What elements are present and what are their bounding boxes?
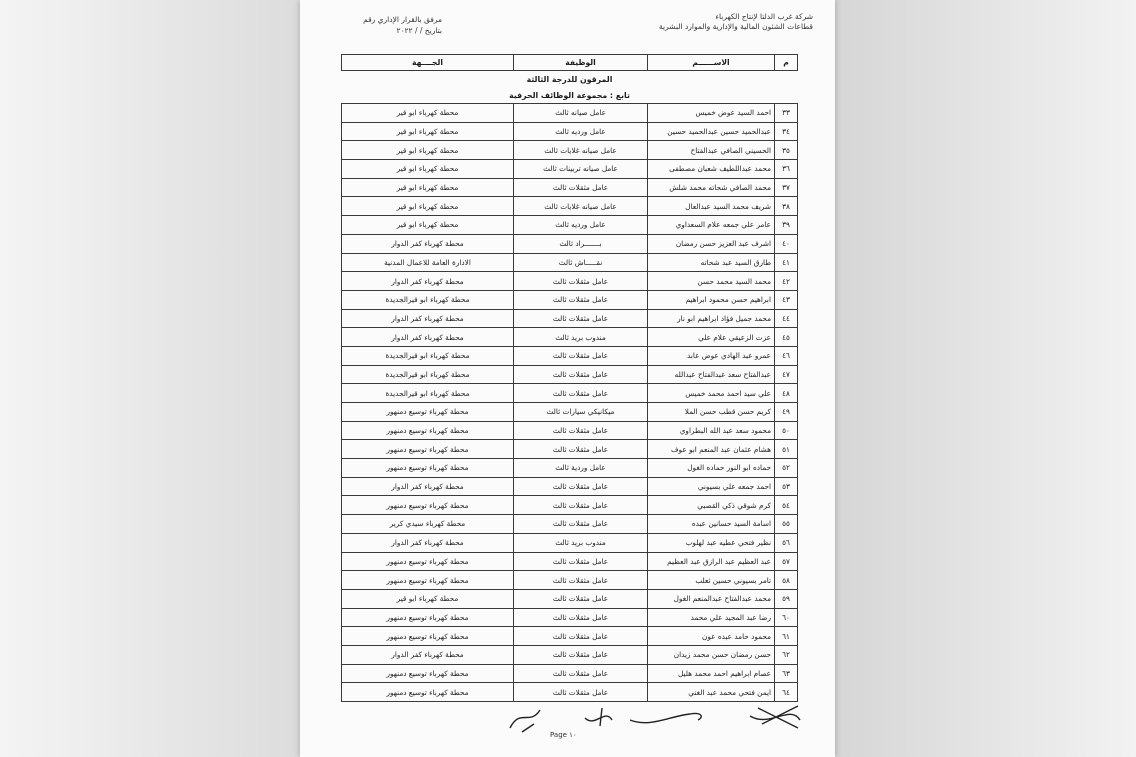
table-row bbox=[342, 328, 798, 347]
row-name: محمد الصافي شحاته محمد شلش bbox=[648, 178, 775, 197]
row-number: ٦٠ bbox=[775, 608, 798, 627]
section-title-group: تابع : مجموعة الوظائف الحرفية bbox=[509, 90, 630, 100]
employees-table-wrap bbox=[341, 54, 794, 702]
row-job: عامل مثقلات ثالث bbox=[514, 440, 648, 459]
row-location: محطة كهرباء توسيع دمنهور bbox=[342, 664, 514, 683]
row-name: محمد عبدالفتاح عبدالمنعم الغول bbox=[648, 589, 775, 608]
table-row bbox=[342, 496, 798, 515]
row-job: عامل مثقلات ثالث bbox=[514, 421, 648, 440]
row-number: ٣٧ bbox=[775, 178, 798, 197]
row-location: محطة كهرباء كفر الدوار bbox=[342, 477, 514, 496]
row-location: محطة كهرباء توسيع دمنهور bbox=[342, 440, 514, 459]
decision-number-line: مرفق بالقرار الإداري رقم bbox=[363, 15, 442, 24]
row-number: ٥٦ bbox=[775, 533, 798, 552]
row-job: عامل مثقلات ثالث bbox=[514, 309, 648, 328]
row-job: عامل مثقلات ثالث bbox=[514, 683, 648, 702]
row-location: محطة كهرباء ابو قير bbox=[342, 141, 514, 160]
row-location: محطة كهرباء كفر الدوار bbox=[342, 309, 514, 328]
row-job: عامل مثقلات ثالث bbox=[514, 589, 648, 608]
row-job: عامل مثقلات ثالث bbox=[514, 346, 648, 365]
row-job: مندوب بريد ثالث bbox=[514, 533, 648, 552]
row-name: محمود حامد عبده عون bbox=[648, 627, 775, 646]
row-location: محطة كهرباء كفر الدوار bbox=[342, 328, 514, 347]
row-name: شريف محمد السيد عبدالعال bbox=[648, 197, 775, 216]
row-number: ٦٢ bbox=[775, 645, 798, 664]
row-location: محطة كهرباء كفر الدوار bbox=[342, 272, 514, 291]
row-number: ٤٥ bbox=[775, 328, 798, 347]
background-left bbox=[0, 0, 300, 757]
table-row bbox=[342, 645, 798, 664]
row-number: ٥٥ bbox=[775, 515, 798, 534]
row-number: ٤٣ bbox=[775, 290, 798, 309]
col-header-num: م bbox=[775, 55, 798, 71]
col-header-name: الاســــــم bbox=[648, 55, 775, 71]
table-row bbox=[342, 571, 798, 590]
row-number: ٥٢ bbox=[775, 459, 798, 478]
row-name: احمد السيد عوض خميس bbox=[648, 104, 775, 123]
row-name: رضا عبد المجيد علي محمد bbox=[648, 608, 775, 627]
row-number: ٣٦ bbox=[775, 160, 798, 179]
row-location: محطة كهرباء ابو قير bbox=[342, 216, 514, 235]
table-row bbox=[342, 253, 798, 272]
table-row bbox=[342, 440, 798, 459]
section-title-grade: المرقون للدرجة الثالثة bbox=[526, 74, 613, 84]
row-name: نظير فتحي عطيه عبد لهلوب bbox=[648, 533, 775, 552]
table-row bbox=[342, 608, 798, 627]
row-location: محطة كهرباء توسيع دمنهور bbox=[342, 403, 514, 422]
row-job: عامل مثقلات ثالث bbox=[514, 608, 648, 627]
table-row bbox=[342, 234, 798, 253]
row-job: عامل مثقلات ثالث bbox=[514, 627, 648, 646]
row-number: ٤٦ bbox=[775, 346, 798, 365]
table-row bbox=[342, 403, 798, 422]
row-job: عامل ورديه ثالث bbox=[514, 216, 648, 235]
row-name: اسامة السيد حسانين عبده bbox=[648, 515, 775, 534]
row-location: محطة كهرباء كفر الدوار bbox=[342, 533, 514, 552]
decision-reference bbox=[322, 14, 442, 36]
row-job: عامل مثقلات ثالث bbox=[514, 178, 648, 197]
row-location: محطة كهرباء توسيع دمنهور bbox=[342, 627, 514, 646]
row-location: محطة كهرباء ابو قير bbox=[342, 122, 514, 141]
row-location: محطة كهرباء توسيع دمنهور bbox=[342, 571, 514, 590]
row-name: حماده ابو النور حماده الغول bbox=[648, 459, 775, 478]
row-job: عامل مثقلات ثالث bbox=[514, 290, 648, 309]
row-location: محطة كهرباء كفر الدوار bbox=[342, 234, 514, 253]
table-row bbox=[342, 141, 798, 160]
row-name: محمد عبداللطيف شعبان مصطفى bbox=[648, 160, 775, 179]
row-location: محطة كهرباء ابو قيرالجديدة bbox=[342, 346, 514, 365]
row-location: محطة كهرباء كفر الدوار bbox=[342, 645, 514, 664]
row-job: عامل مثقلات ثالث bbox=[514, 365, 648, 384]
row-number: ٦٤ bbox=[775, 683, 798, 702]
row-job: بـــــــراد ثالث bbox=[514, 234, 648, 253]
table-row bbox=[342, 365, 798, 384]
row-location: محطة كهرباء توسيع دمنهور bbox=[342, 552, 514, 571]
row-name: محمد جميل فؤاد ابراهيم ابو نار bbox=[648, 309, 775, 328]
row-name: محمود سعد عبد الله البطراوي bbox=[648, 421, 775, 440]
row-name: كرم شوقي ذكي القصبي bbox=[648, 496, 775, 515]
row-number: ٣٩ bbox=[775, 216, 798, 235]
row-location: محطة كهرباء ابو قير bbox=[342, 197, 514, 216]
row-name: كريم حسن قطب حسن الملا bbox=[648, 403, 775, 422]
row-job: نقـــــاش ثالث bbox=[514, 253, 648, 272]
signatures bbox=[500, 698, 820, 740]
row-job: عامل مثقلات ثالث bbox=[514, 664, 648, 683]
row-job: عامل مثقلات ثالث bbox=[514, 384, 648, 403]
row-number: ٤٠ bbox=[775, 234, 798, 253]
row-location: محطة كهرباء ابو قيرالجديدة bbox=[342, 290, 514, 309]
row-name: علي سيد احمد محمد خميس bbox=[648, 384, 775, 403]
row-job: عامل مثقلات ثالث bbox=[514, 496, 648, 515]
table-row bbox=[342, 178, 798, 197]
table-row bbox=[342, 459, 798, 478]
row-number: ٦١ bbox=[775, 627, 798, 646]
row-name: محمد السيد محمد حسن bbox=[648, 272, 775, 291]
row-job: عامل صيانه تربينات ثالث bbox=[514, 160, 648, 179]
row-number: ٥٨ bbox=[775, 571, 798, 590]
row-job: عامل مثقلات ثالث bbox=[514, 571, 648, 590]
row-name: ايمن فتحي محمد عبد الغني bbox=[648, 683, 775, 702]
row-job: عامل مثقلات ثالث bbox=[514, 477, 648, 496]
row-job: ميكانيكي سيارات ثالث bbox=[514, 403, 648, 422]
table-row bbox=[342, 384, 798, 403]
page-number: Page ١٠ bbox=[550, 731, 577, 739]
row-number: ٣٤ bbox=[775, 122, 798, 141]
row-name: طارق السيد عبد شحاته bbox=[648, 253, 775, 272]
row-name: هشام عثمان عبد المنعم ابو عوف bbox=[648, 440, 775, 459]
row-name: عبد العظيم عبد الرازق عبد العظيم bbox=[648, 552, 775, 571]
table-row bbox=[342, 122, 798, 141]
row-name: عصام ابراهيم احمد محمد هليل bbox=[648, 664, 775, 683]
row-number: ٥٤ bbox=[775, 496, 798, 515]
table-header-row bbox=[342, 55, 798, 71]
row-job: عامل مثقلات ثالث bbox=[514, 272, 648, 291]
table-body bbox=[342, 104, 798, 702]
signature-mark-1 bbox=[510, 710, 540, 732]
table-row bbox=[342, 627, 798, 646]
row-number: ٥١ bbox=[775, 440, 798, 459]
row-name: عمرو عبد الهادي عوض عابد bbox=[648, 346, 775, 365]
row-number: ٤٤ bbox=[775, 309, 798, 328]
row-job: عامل ورديه ثالث bbox=[514, 122, 648, 141]
row-number: ٥٣ bbox=[775, 477, 798, 496]
row-number: ٤٢ bbox=[775, 272, 798, 291]
row-name: ابراهيم حسن محمود ابراهيم bbox=[648, 290, 775, 309]
row-job: عامل صيانه غلايات ثالث bbox=[514, 141, 648, 160]
row-job: عامل صيانه ثالث bbox=[514, 104, 648, 123]
row-location: محطة كهرباء ابو قير bbox=[342, 160, 514, 179]
row-name: الحسيني الصافي عبدالفتاح bbox=[648, 141, 775, 160]
table-row bbox=[342, 515, 798, 534]
table-row bbox=[342, 160, 798, 179]
row-number: ٦٣ bbox=[775, 664, 798, 683]
table-row bbox=[342, 309, 798, 328]
row-name: احمد جمعه علي بسيوني bbox=[648, 477, 775, 496]
row-number: ٤٩ bbox=[775, 403, 798, 422]
section-row-group bbox=[342, 87, 798, 104]
signature-mark-2 bbox=[585, 708, 612, 726]
table-row bbox=[342, 664, 798, 683]
row-number: ٣٥ bbox=[775, 141, 798, 160]
background-right bbox=[835, 0, 1136, 757]
row-name: تامر بسيوني حسين ثعلب bbox=[648, 571, 775, 590]
row-job: عامل مثقلات ثالث bbox=[514, 645, 648, 664]
employees-table bbox=[341, 54, 798, 702]
row-name: عبدالفتاح سعد عبدالفتاح عبدالله bbox=[648, 365, 775, 384]
row-number: ٣٣ bbox=[775, 104, 798, 123]
row-location: الادارة العامة للاعمال المدنية bbox=[342, 253, 514, 272]
table-row bbox=[342, 216, 798, 235]
row-name: عزت الزعيقي علام علي bbox=[648, 328, 775, 347]
row-number: ٤٨ bbox=[775, 384, 798, 403]
row-job: مندوب بريد ثالث bbox=[514, 328, 648, 347]
company-header bbox=[613, 12, 813, 32]
row-location: محطة كهرباء ابو قير bbox=[342, 104, 514, 123]
table-row bbox=[342, 421, 798, 440]
row-job: عامل مثقلات ثالث bbox=[514, 552, 648, 571]
col-header-location: الجــــهة bbox=[342, 55, 514, 71]
row-location: محطة كهرباء توسيع دمنهور bbox=[342, 683, 514, 702]
table-row bbox=[342, 533, 798, 552]
row-location: محطة كهرباء توسيع دمنهور bbox=[342, 608, 514, 627]
row-number: ٣٨ bbox=[775, 197, 798, 216]
table-row bbox=[342, 104, 798, 123]
row-job: عامل وردية ثالث bbox=[514, 459, 648, 478]
row-location: محطة كهرباء توسيع دمنهور bbox=[342, 421, 514, 440]
section-row-grade bbox=[342, 71, 798, 88]
row-job: عامل صيانه غلايات ثالث bbox=[514, 197, 648, 216]
signature-mark-4 bbox=[750, 706, 800, 728]
row-location: محطة كهرباء سيدي كرير bbox=[342, 515, 514, 534]
row-location: محطة كهرباء ابو قيرالجديدة bbox=[342, 384, 514, 403]
company-sector: قطاعات الشئون المالية والإدارية والموارد البشرية bbox=[659, 22, 813, 31]
row-location: محطة كهرباء ابو قيرالجديدة bbox=[342, 365, 514, 384]
row-number: ٤١ bbox=[775, 253, 798, 272]
row-name: حسن رمضان حسن محمد زيدان bbox=[648, 645, 775, 664]
document-page bbox=[300, 0, 835, 757]
row-number: ٤٧ bbox=[775, 365, 798, 384]
col-header-job: الوظيفة bbox=[514, 55, 648, 71]
row-location: محطة كهرباء ابو قير bbox=[342, 178, 514, 197]
row-number: ٥٩ bbox=[775, 589, 798, 608]
table-row bbox=[342, 197, 798, 216]
table-row bbox=[342, 346, 798, 365]
row-location: محطة كهرباء توسيع دمنهور bbox=[342, 496, 514, 515]
row-number: ٥٧ bbox=[775, 552, 798, 571]
signature-mark-3 bbox=[630, 713, 701, 722]
row-number: ٥٠ bbox=[775, 421, 798, 440]
table-row bbox=[342, 290, 798, 309]
row-name: عبدالحميد حسين عبدالحميد حسين bbox=[648, 122, 775, 141]
row-job: عامل مثقلات ثالث bbox=[514, 515, 648, 534]
decision-date-line: بتاريخ / / ٢٠٢٢ bbox=[396, 26, 442, 35]
table-row bbox=[342, 272, 798, 291]
row-location: محطة كهرباء ابو قير bbox=[342, 589, 514, 608]
table-row bbox=[342, 552, 798, 571]
row-name: عامر علي جمعه علام السعداوي bbox=[648, 216, 775, 235]
row-name: اشرف عبد العزيز حسن رمضان bbox=[648, 234, 775, 253]
table-row bbox=[342, 477, 798, 496]
table-row bbox=[342, 589, 798, 608]
company-name: شركة غرب الدلتا لإنتاج الكهرباء bbox=[715, 12, 813, 21]
row-location: محطة كهرباء توسيع دمنهور bbox=[342, 459, 514, 478]
